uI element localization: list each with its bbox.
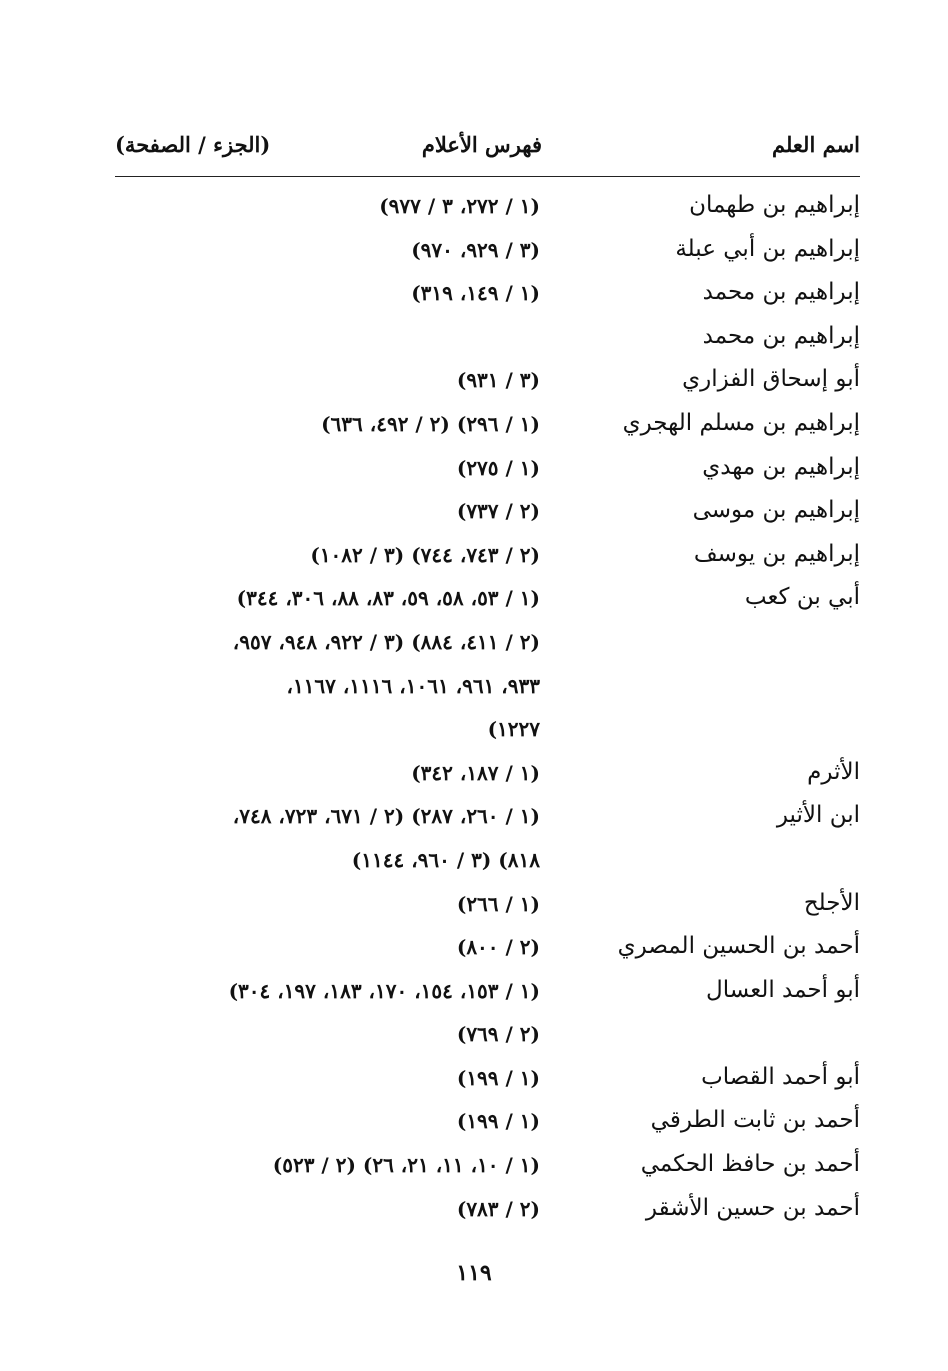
entry-name: الأجلح xyxy=(803,889,860,916)
entry-name: إبراهيم بن موسى xyxy=(692,497,860,524)
entry-references: (١ / ١٩٩) xyxy=(456,1065,540,1090)
entry-references: (٢ / ٤١١، ٨٨٤) (٣ / ٩٢٢، ٩٤٨، ٩٥٧، xyxy=(232,629,540,654)
entry-name: أحمد بن ثابت الطرقي xyxy=(650,1107,860,1134)
entry-name: إبراهيم بن يوسف xyxy=(693,540,860,567)
index-entry-continuation xyxy=(115,840,860,884)
index-header xyxy=(115,132,860,168)
index-entry xyxy=(115,1101,860,1145)
index-entry xyxy=(115,360,860,404)
entry-name: إبراهيم بن طهمان xyxy=(689,192,860,218)
entry-references: ٨١٨) (٣ / ٩٦٠، ١١٤٤) xyxy=(351,847,540,872)
entry-references: ٩٣٣، ٩٦١، ١٠٦١، ١١١٦، ١١٦٧، xyxy=(286,673,540,698)
entry-references: (١ / ١٤٩، ٣١٩) xyxy=(411,281,540,306)
entry-name: إبراهيم بن محمد xyxy=(702,279,860,306)
index-entry xyxy=(115,578,860,622)
entry-references: (١ / ٢٧٢، ٣ / ٩٧٧) xyxy=(379,194,540,218)
index-entry xyxy=(115,753,860,797)
index-entry xyxy=(115,273,860,317)
index-entry xyxy=(115,1145,860,1189)
index-entry xyxy=(115,796,860,840)
entry-references: (١ / ٢٩٦) (٢ / ٤٩٢، ٦٣٦) xyxy=(321,411,540,436)
index-title: فهرس الأعلام xyxy=(421,132,542,157)
entry-references: (١ / ١٩٩) xyxy=(456,1109,540,1134)
entry-references: (٢ / ٧٦٩) xyxy=(456,1022,540,1047)
header-divider xyxy=(115,176,860,177)
entry-name: إبراهيم بن مسلم الهجري xyxy=(622,409,860,436)
entry-references: (٢ / ٧٤٣، ٧٤٤) (٣ / ١٠٨٢) xyxy=(310,542,540,567)
index-entry-continuation xyxy=(115,1014,860,1058)
entry-references: (٣ / ٩٣١) xyxy=(456,368,540,393)
entry-references: (١ / ١٨٧، ٣٤٢) xyxy=(411,760,540,785)
index-entry xyxy=(115,230,860,274)
entry-references: (٢ / ٧٣٧) xyxy=(456,499,540,524)
page-number: ١١٩ xyxy=(456,1260,492,1286)
index-entry xyxy=(115,535,860,579)
reference-column-heading: (الجزء / الصفحة) xyxy=(115,132,271,157)
entry-references: (١ / ٢٦٠، ٢٨٧) (٢ / ٦٧١، ٧٢٣، ٧٤٨، xyxy=(232,804,540,829)
entry-references: ١٢٢٧) xyxy=(487,717,540,742)
index-entry-continuation xyxy=(115,622,860,666)
index-entry xyxy=(115,491,860,535)
index-entry xyxy=(115,317,860,361)
entry-name: الأثرم xyxy=(807,758,860,785)
index-entry xyxy=(115,927,860,971)
entry-name: أحمد بن الحسين المصري xyxy=(617,933,860,960)
entry-name: ابن الأثير xyxy=(776,802,860,829)
name-column-heading: اسم العلم xyxy=(771,132,860,157)
entry-references: (٢ / ٨٠٠) xyxy=(456,935,540,960)
entry-references: (١ / ١٥٣، ١٥٤، ١٧٠، ١٨٣، ١٩٧، ٣٠٤) xyxy=(228,978,540,1003)
entry-name: إبراهيم بن مهدي xyxy=(702,453,860,480)
entry-name: أبو إسحاق الفزاري xyxy=(682,366,860,393)
index-entry xyxy=(115,404,860,448)
entry-references: (٣ / ٩٢٩، ٩٧٠) xyxy=(411,237,540,262)
entry-name: إبراهيم بن محمد xyxy=(702,322,860,349)
entry-name: إبراهيم بن أبي عبلة xyxy=(675,235,860,262)
entry-references: (١ / ٢٧٥) xyxy=(456,455,540,480)
index-entry xyxy=(115,971,860,1015)
entry-references: (١ / ٢٦٦) xyxy=(456,891,540,916)
entry-name: أحمد بن حسين الأشقر xyxy=(645,1194,860,1221)
entry-references: (٢ / ٧٨٣) xyxy=(456,1196,540,1221)
index-entry xyxy=(115,1189,860,1233)
index-entry xyxy=(115,186,860,230)
entry-name: أبو أحمد العسال xyxy=(705,976,860,1003)
index-entry-continuation xyxy=(115,666,860,710)
entry-name: أحمد بن حافظ الحكمي xyxy=(640,1151,860,1178)
entry-references: (١ / ٥٣، ٥٨، ٥٩، ٨٣، ٨٨، ٣٠٦، ٣٤٤) xyxy=(236,586,540,611)
entry-name: أبي بن كعب xyxy=(744,584,860,611)
index-entry xyxy=(115,1058,860,1102)
index-entry xyxy=(115,884,860,928)
index-entry-continuation xyxy=(115,709,860,753)
index-entries xyxy=(115,186,860,1232)
entry-references: (١ / ١٠، ١١، ٢١، ٢٦) (٢ / ٥٢٣) xyxy=(272,1153,540,1178)
index-entry xyxy=(115,448,860,492)
entry-name: أبو أحمد القصاب xyxy=(701,1063,860,1090)
